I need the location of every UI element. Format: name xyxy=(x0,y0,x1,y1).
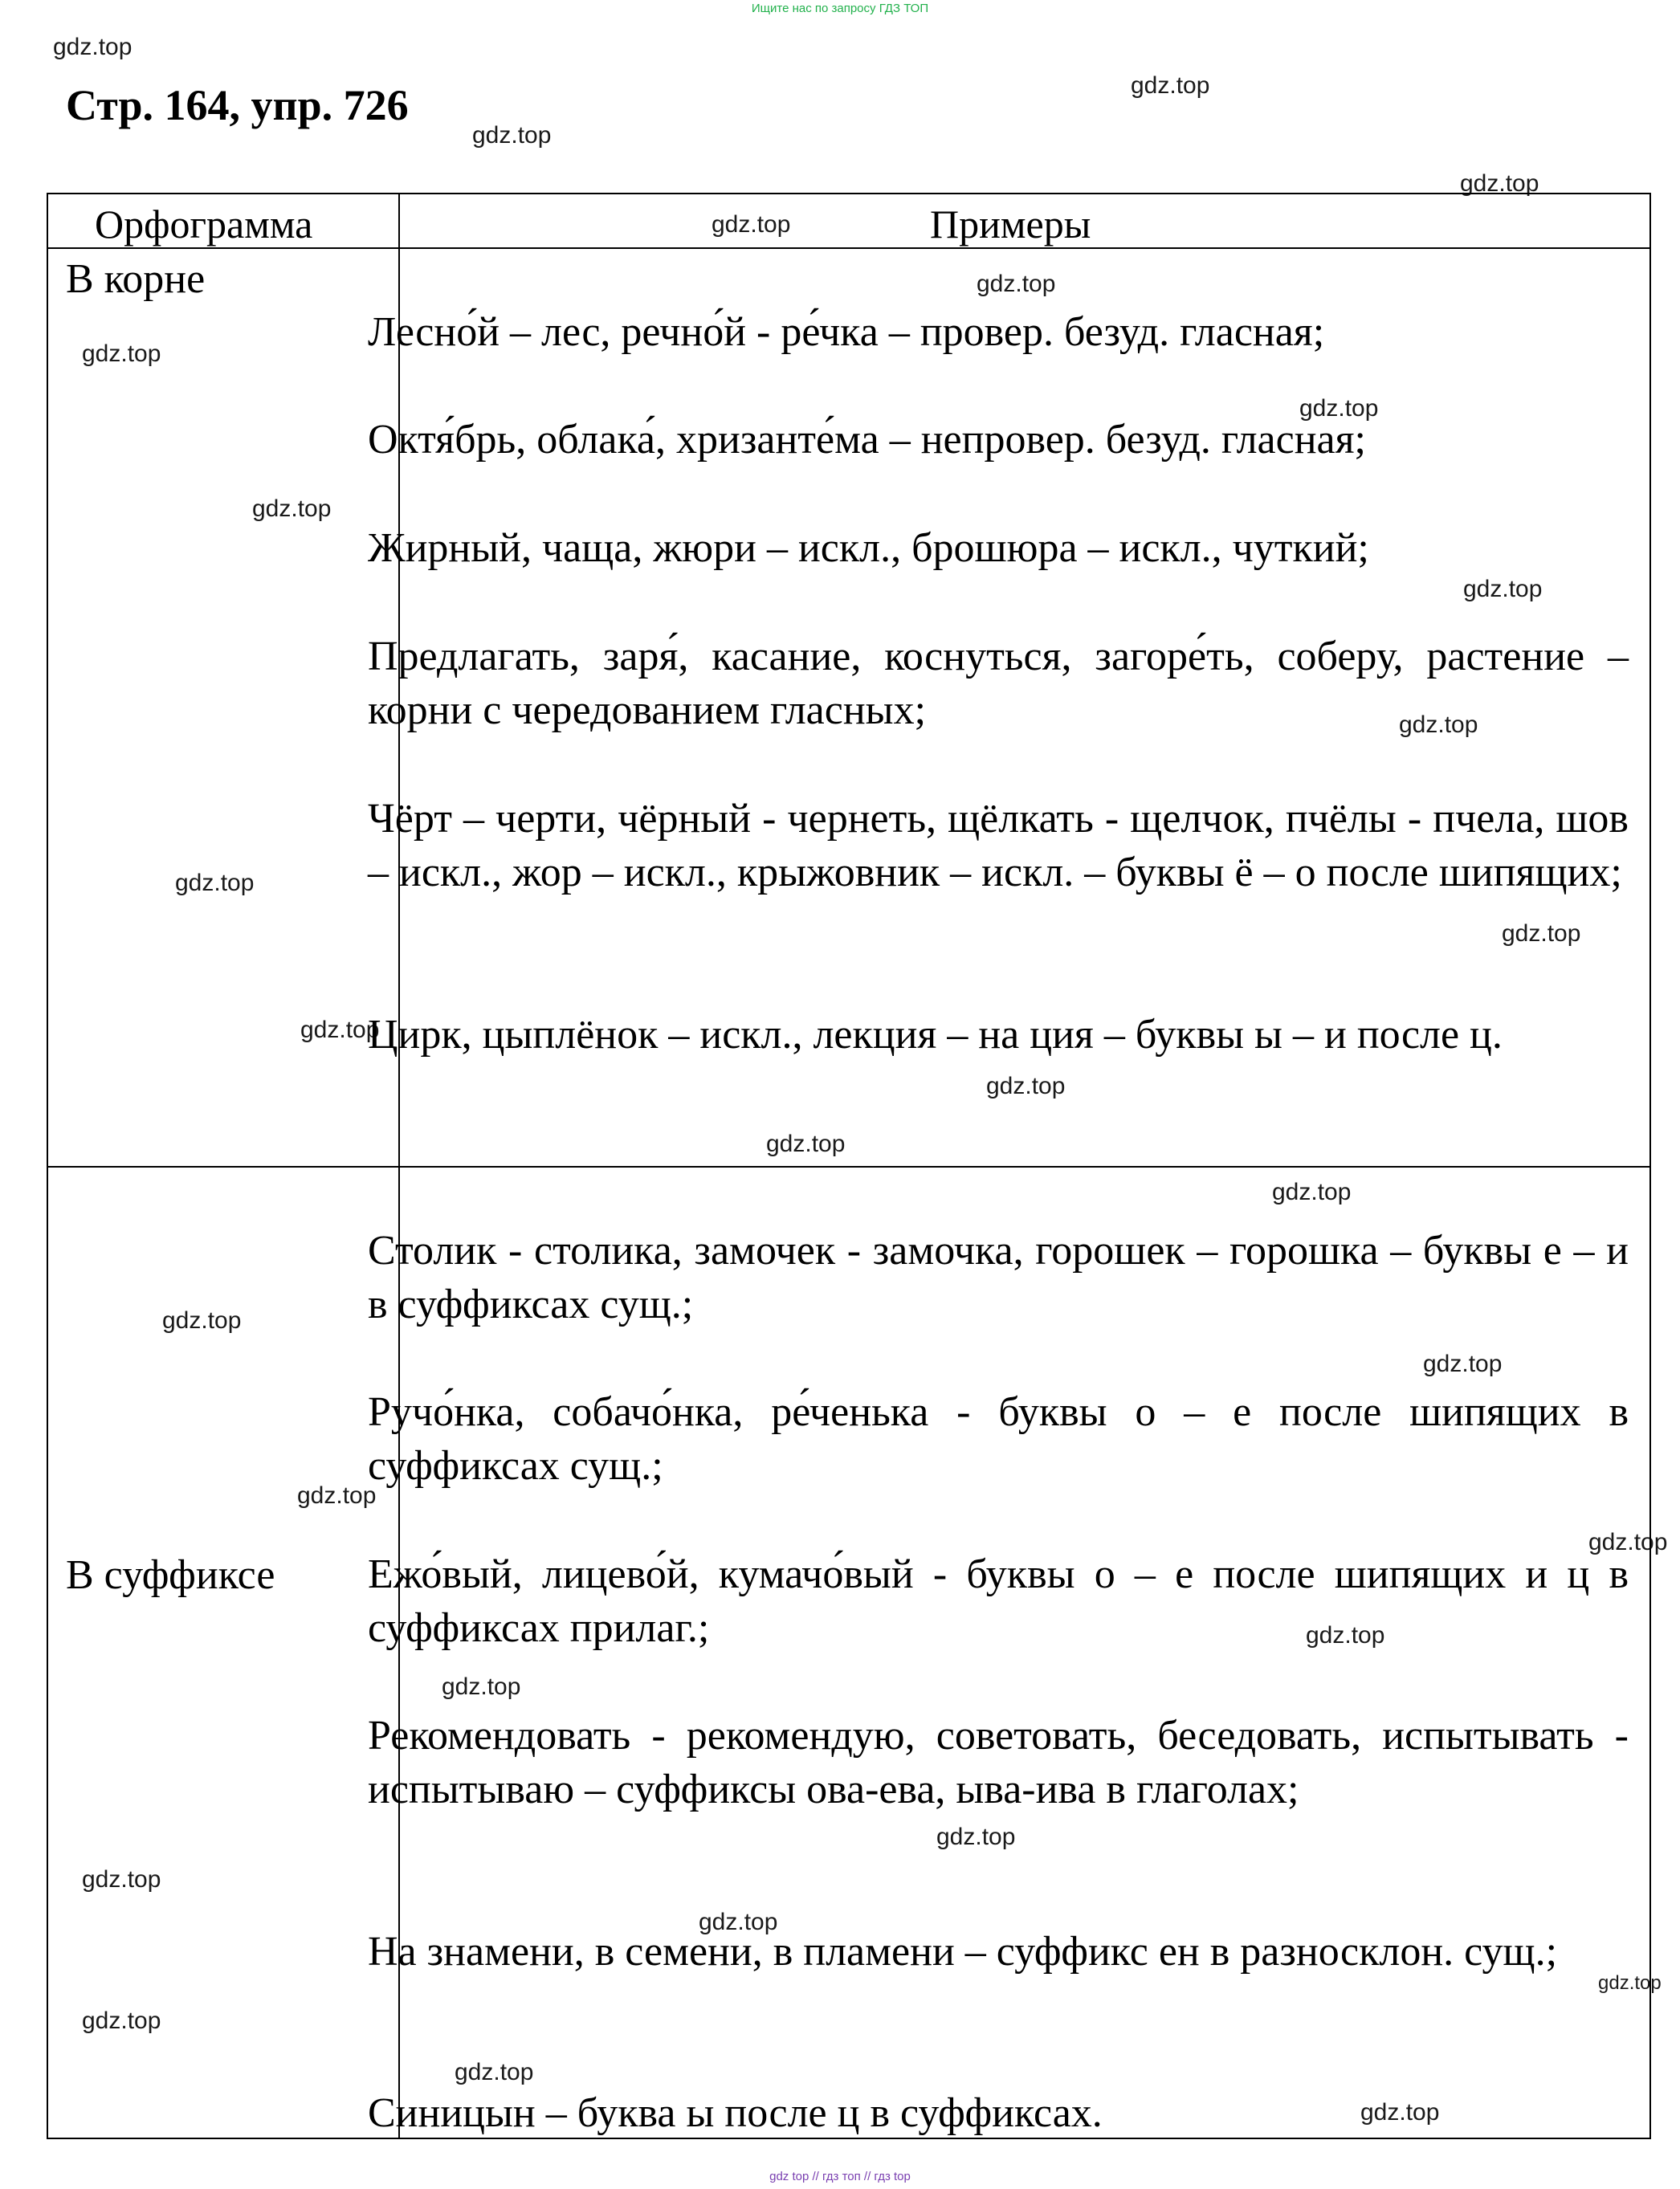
watermark: gdz.top xyxy=(1399,711,1478,738)
watermark: gdz.top xyxy=(1131,72,1210,99)
watermark: gdz.top xyxy=(699,1909,778,1935)
watermark: gdz.top xyxy=(1460,170,1539,197)
orthogram-table xyxy=(47,193,1651,2139)
example-root-2: Октя́брь, облака́, хризанте́ма – непровер. безуд. гласная; xyxy=(368,417,1366,463)
watermark: gdz.top xyxy=(1299,395,1379,422)
watermark: gdz.top xyxy=(1598,1972,1662,1994)
example-suffix-4: Рекомендовать - рекомендую, советовать, беседовать, испытывать - испытываю – суффиксы ова-ева, ыва-ива в глаголах; xyxy=(368,1713,1629,1812)
watermark: gdz.top xyxy=(712,211,791,238)
watermark: gdz.top xyxy=(986,1073,1066,1099)
header-examples: Примеры xyxy=(930,202,1091,247)
bottom-note: gdz top // гдз топ // гдз top xyxy=(769,2170,911,2183)
watermark: gdz.top xyxy=(1306,1622,1385,1649)
example-suffix-6: Синицын – буква ы после ц в суффиксах. xyxy=(368,2090,1103,2136)
watermark: gdz.top xyxy=(1423,1351,1503,1377)
example-root-1: Лесно́й – лес, речно́й - ре́чка – провер. безуд. гласная; xyxy=(368,309,1325,355)
watermark: gdz.top xyxy=(53,34,133,60)
watermark: gdz.top xyxy=(297,1482,377,1509)
watermark: gdz.top xyxy=(1272,1179,1352,1205)
watermark: gdz.top xyxy=(442,1673,521,1700)
watermark: gdz.top xyxy=(766,1131,846,1157)
example-root-3: Жирный, чаща, жюри – искл., брошюра – искл., чуткий; xyxy=(368,525,1369,571)
watermark: gdz.top xyxy=(82,2008,161,2034)
example-suffix-2: Ручо́нка, собачо́нка, ре́ченька - буквы о – е после шипящих в суффиксах сущ.; xyxy=(368,1389,1629,1489)
section-label-suffix: В суффиксе xyxy=(66,1552,275,1598)
section-label-root: В корне xyxy=(66,256,206,302)
watermark: gdz.top xyxy=(1502,920,1581,947)
watermark: gdz.top xyxy=(82,340,161,367)
watermark: gdz.top xyxy=(162,1307,242,1334)
top-search-note: Ищите нас по запросу ГДЗ ТОП xyxy=(751,2,929,15)
watermark: gdz.top xyxy=(82,1866,161,1893)
watermark: gdz.top xyxy=(1463,576,1543,602)
watermark: gdz.top xyxy=(455,2059,534,2085)
example-root-6: Цирк, цыплёнок – искл., лекция – на ция – буквы ы – и после ц. xyxy=(368,1012,1503,1058)
watermark: gdz.top xyxy=(1360,2099,1440,2126)
example-suffix-3: Ежо́вый, лицево́й, кумачо́вый - буквы о – е после шипящих и ц в суффиксах прилаг.; xyxy=(368,1551,1629,1651)
page-title: Стр. 164, упр. 726 xyxy=(66,81,409,129)
watermark: gdz.top xyxy=(1588,1529,1668,1555)
watermark: gdz.top xyxy=(472,122,552,149)
header-orthogram: Орфограмма xyxy=(95,202,313,247)
example-suffix-1: Столик - столика, замочек - замочка, горошек – горошка – буквы е – и в суффиксах сущ.; xyxy=(368,1228,1629,1327)
watermark: gdz.top xyxy=(252,495,332,522)
watermark: gdz.top xyxy=(977,271,1056,297)
example-suffix-5: На знамени, в семени, в пламени – суффикс ен в разносклон. сущ.; xyxy=(368,1929,1558,1975)
watermark: gdz.top xyxy=(936,1824,1016,1850)
section-divider xyxy=(48,1166,1649,1168)
example-root-5: Чёрт – черти, чёрный - чернеть, щёлкать - щелчок, пчёлы - пчела, шов – искл., жор – искл., крыжовник – искл. – буквы ё – о после шипящих; xyxy=(368,796,1629,895)
example-root-4: Предлагать, заря́, касание, коснуться, загоре́ть, соберу, растение – корни с чередованием гласных; xyxy=(368,634,1629,733)
watermark: gdz.top xyxy=(175,870,255,896)
header-divider xyxy=(48,247,1649,249)
watermark: gdz.top xyxy=(300,1017,380,1043)
